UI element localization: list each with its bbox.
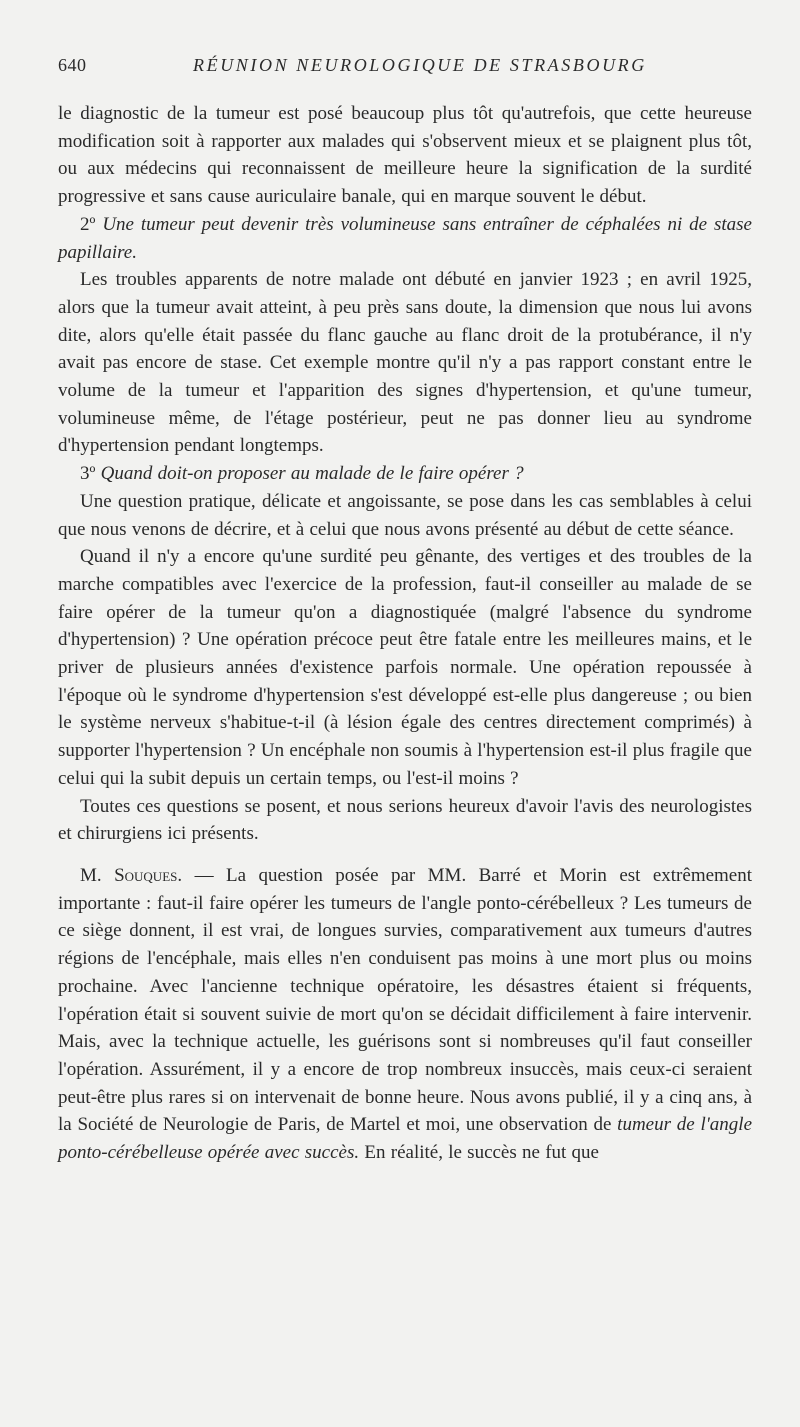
running-head: RÉUNION NEUROLOGIQUE DE STRASBOURG [193, 55, 647, 75]
section-number: 3º [80, 463, 96, 485]
paragraph-8 [58, 862, 752, 1167]
section-title: Quand doit-on proposer au malade de le faire opérer ? [100, 463, 524, 485]
speaker-name: M. Souques. [80, 864, 183, 886]
section-heading-3 [58, 460, 752, 488]
paragraph-3: Les troubles apparents de notre malade ont débuté en janvier 1923 ; en avril 1925, alors que la tumeur avait atteint, à peu près sans doute, la dimension que nous lui avons dite, alors qu'elle était passée du flanc gauche au flanc droit de la protubérance, il n'y avait pas encore de stase. Cet exemple montre qu'il n'y a pas rapport constant entre le volume de la tumeur et l'apparition des signes d'hypertension, et qu'une tumeur, volumineuse même, de l'étage postérieur, peut ne pas donner lieu au syndrome d'hypertension pendant longtemps. [58, 269, 752, 457]
paragraph-8-end: En réalité, le succès ne fut que [364, 1142, 599, 1164]
paragraph-8-text: La question posée par MM. Barré et Morin est extrêmement importante : faut-il faire opérer les tumeurs de l'angle ponto-cérébelleux ? Les tumeurs de ce siège donnent, il est vrai, de longues survies, comparativement aux tumeurs d'autres régions de l'encéphale, mais elles n'en conduisent pas moins à une mort plus ou moins prochaine. Avec l'ancienne technique opératoire, les désastres étaient si fréquents, l'opération était si souvent suivie de mort qu'on se décidait difficilement à faire intervenir. Mais, avec la technique actuelle, les guérisons sont si nombreuses qu'il faut conseiller l'opération. Assurément, il y a encore de trop nombreux insuccès, mais ceux-ci seraient peut-être plus rares si on intervenait de bonne heure. Nous avons publié, il y a cinq ans, à la Société de Neurologie de Paris, de Martel et moi, une observation de [58, 864, 753, 1136]
page-number: 640 [58, 55, 87, 75]
paragraph-1: le diagnostic de la tumeur est posé beaucoup plus tôt qu'autrefois, que cette heureuse modification soit à rapporter aux malades qui s'observent mieux et se plaignent plus tôt, ou aux médecins qui reconnaissent de meilleure heure la signification de la surdité progressive et sans cause auriculaire banale, qui en marque souvent le début. [58, 103, 752, 208]
page-body [58, 100, 752, 1167]
section-number: 2º [80, 213, 96, 235]
page-header [58, 55, 650, 89]
em-dash: — [194, 864, 214, 886]
paragraph-5: Une question pratique, délicate et angoissante, se pose dans les cas semblables à celui que nous venons de décrire, et à celui que nous avons présenté au début de cette séance. [58, 490, 752, 540]
paragraph-8-italic: tumeur de l'angle ponto-cérébelleuse opérée avec succès. [58, 1114, 752, 1164]
section-title: Une tumeur peut devenir très volumineuse sans entraîner de céphalées ni de stase papillaire. [58, 213, 752, 263]
paragraph-7: Toutes ces questions se posent, et nous serions heureux d'avoir l'avis des neurologistes et chirurgiens ici présents. [58, 795, 752, 845]
section-heading-2 [58, 211, 752, 266]
paragraph-6: Quand il n'y a encore qu'une surdité peu gênante, des vertiges et des troubles de la marche compatibles avec l'exercice de la profession, faut-il conseiller au malade de se faire opérer de la tumeur qu'on a diagnostiquée (malgré l'absence du syndrome d'hypertension) ? Une opération précoce peut être fatale entre les meilleures mains, et le priver de plusieurs années d'existence parfois normale. Une opération repoussée à l'époque où le syndrome d'hypertension s'est développé est-elle plus dangereuse ; ou bien le système nerveux s'habitue-t-il (à lésion égale des centres directement comprimés) à supporter l'hypertension ? Un encéphale non soumis à l'hypertension est-il plus fragile que celui qui la subit depuis un certain temps, ou l'est-il moins ? [58, 546, 752, 789]
